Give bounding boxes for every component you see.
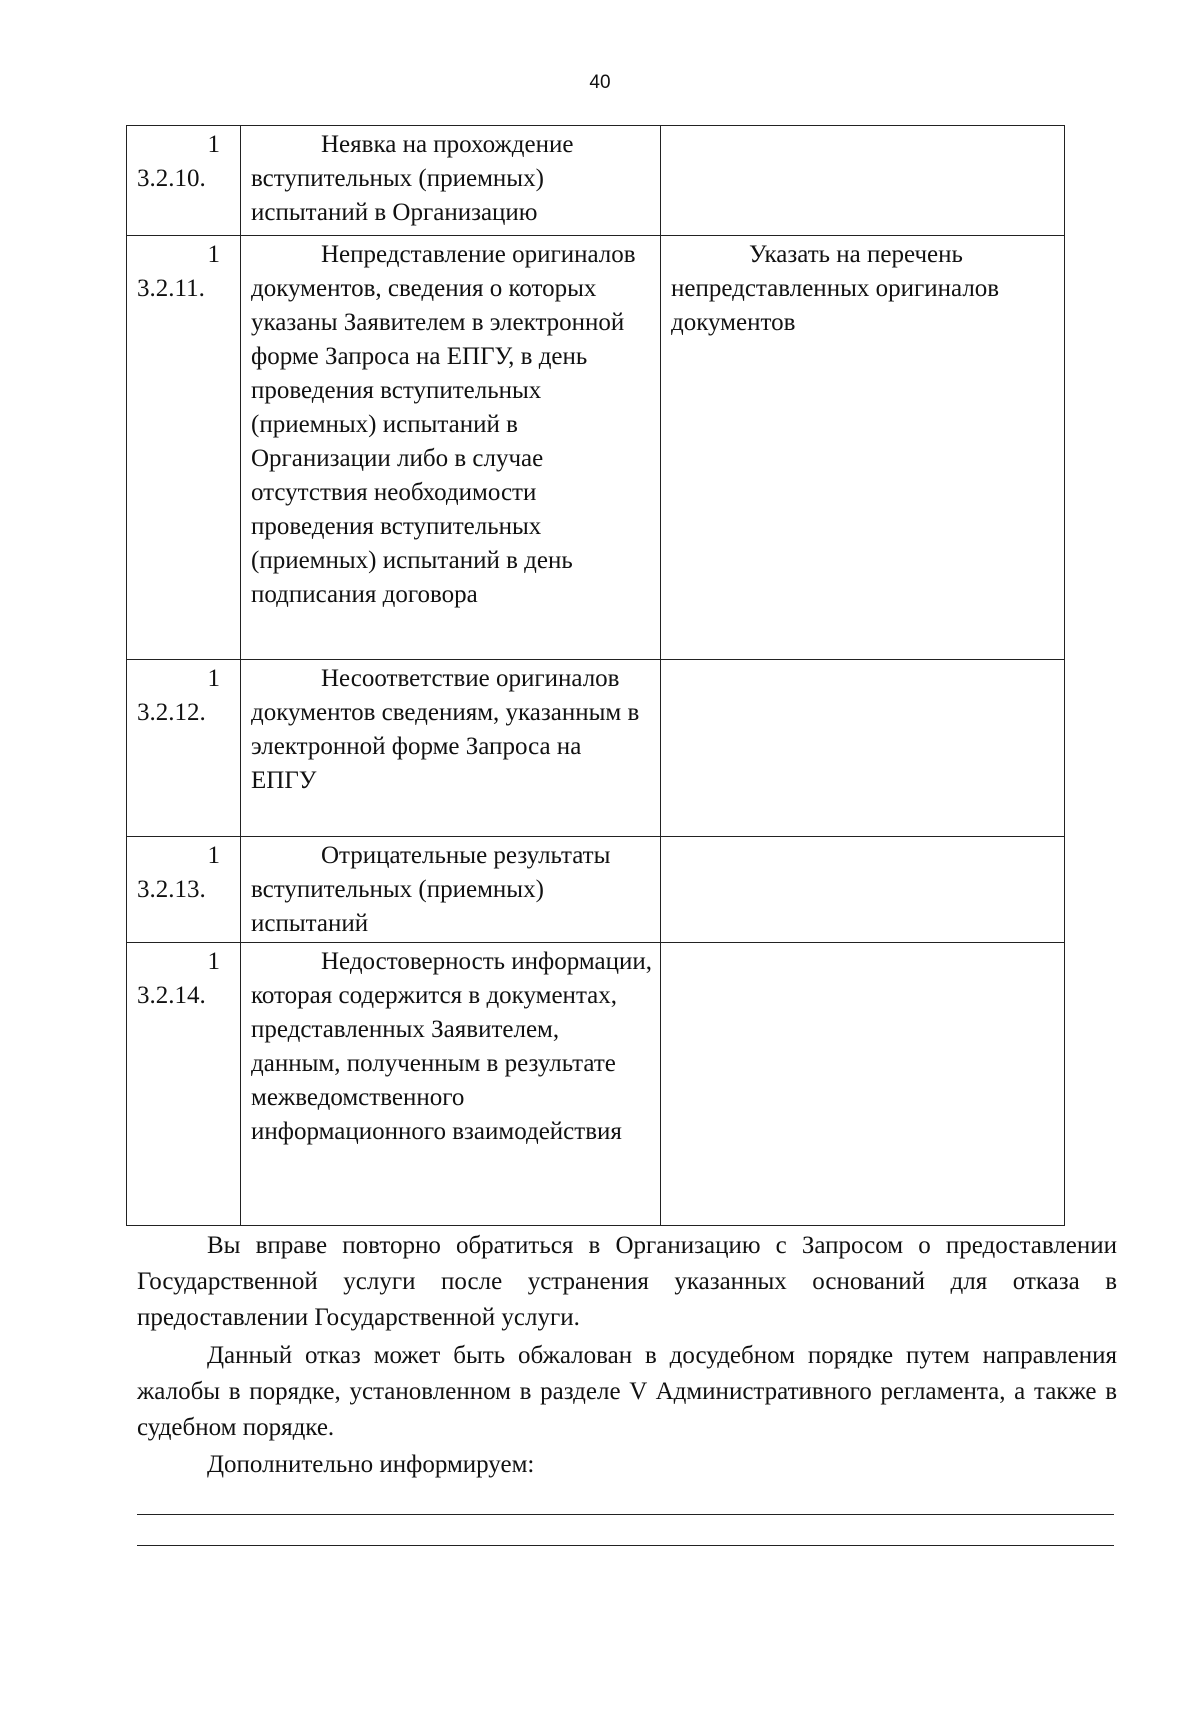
additional-info-label: Дополнительно информируем: (207, 1451, 535, 1478)
ground-number-code: 3.2.13. (137, 876, 206, 903)
ground-reason-text: Недостоверность информации, которая содержится в документах, представленных Заявителем, данным, полученным в результате межведомственного информационного взаимодействия (251, 948, 652, 1145)
ground-number-code: 3.2.12. (137, 699, 206, 726)
ground-number-code: 3.2.10. (137, 165, 206, 192)
ground-number-prefix: 1 (207, 665, 220, 692)
ground-number-prefix: 1 (207, 948, 220, 975)
ground-note-cell (661, 236, 1065, 660)
table-row (127, 236, 1065, 660)
ground-number-code: 3.2.11. (137, 275, 205, 302)
ground-reason-cell (241, 236, 661, 660)
ground-reason-cell (241, 660, 661, 837)
table-row (127, 126, 1065, 236)
table-row (127, 837, 1065, 943)
ground-reason-cell (241, 837, 661, 943)
ground-reason-text: Отрицательные результаты вступительных (приемных) испытаний (251, 842, 611, 937)
ground-number-cell (127, 126, 241, 236)
fill-in-line (137, 1545, 1114, 1546)
refusal-grounds-table (126, 125, 1065, 1226)
ground-number-prefix: 1 (207, 131, 220, 158)
appeal-paragraph-block (137, 1338, 1117, 1446)
fill-in-line (137, 1514, 1114, 1515)
ground-number-cell (127, 236, 241, 660)
ground-note-cell (661, 837, 1065, 943)
ground-number-prefix: 1 (207, 241, 220, 268)
ground-note-cell (661, 660, 1065, 837)
ground-reason-text: Неявка на прохождение вступительных (приемных) испытаний в Организацию (251, 131, 574, 226)
ground-note-cell (661, 943, 1065, 1226)
additional-info-block (137, 1447, 1117, 1483)
ground-note-text: Указать на перечень непредставленных оригиналов документов (671, 241, 1000, 336)
appeal-paragraph: Данный отказ может быть обжалован в досудебном порядке путем направления жалобы в порядке, установленном в разделе V Административного регламента, а также в судебном порядке. (137, 1342, 1117, 1441)
ground-number-cell (127, 943, 241, 1226)
ground-note-cell (661, 126, 1065, 236)
ground-reason-text: Несоответствие оригиналов документов сведениям, указанным в электронной форме Запроса на ЕПГУ (251, 665, 640, 794)
page-number: 40 (589, 72, 611, 93)
reapply-paragraph: Вы вправе повторно обратиться в Организацию с Запросом о предоставлении Государственной услуги после устранения указанных оснований для отказа в предоставлении Государственной услуги. (137, 1232, 1117, 1331)
reapply-paragraph-block (137, 1228, 1117, 1336)
ground-number-prefix: 1 (207, 842, 220, 869)
table-row (127, 660, 1065, 837)
ground-reason-cell (241, 126, 661, 236)
ground-number-cell (127, 660, 241, 837)
ground-number-code: 3.2.14. (137, 982, 206, 1009)
ground-number-cell (127, 837, 241, 943)
ground-reason-text: Непредставление оригиналов документов, сведения о которых указаны Заявителем в электронной форме Запроса на ЕПГУ, в день проведения вступительных (приемных) испытаний в Организации либо в случае отсутствия необходимости проведения вступительных (приемных) испытаний в день подписания договора (251, 241, 636, 608)
table-row (127, 943, 1065, 1226)
ground-reason-cell (241, 943, 661, 1226)
